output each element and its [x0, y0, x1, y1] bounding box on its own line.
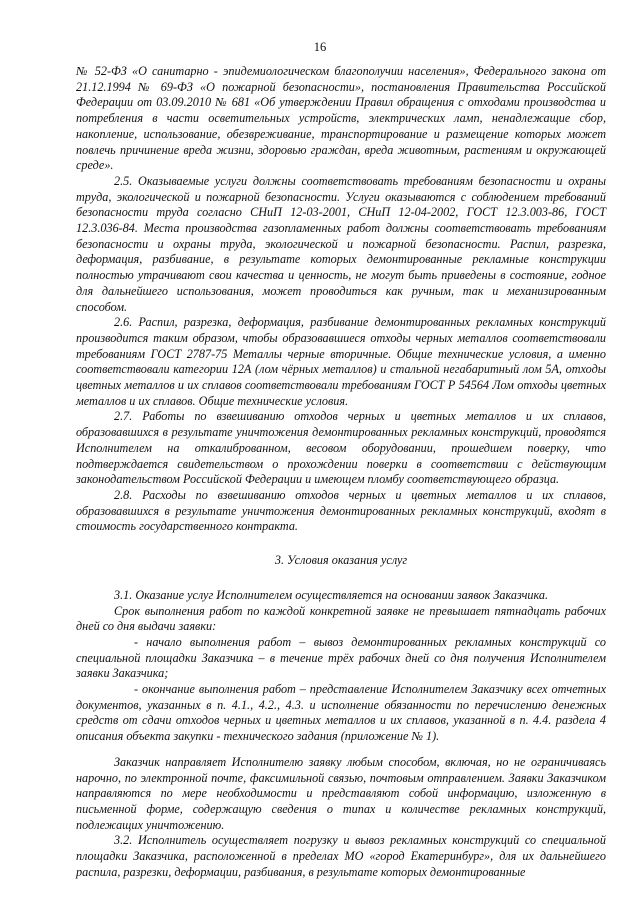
paragraph-2-6: 2.6. Распил, разрезка, деформация, разбивание демонтированных рекламных конструкций производится таким образом, чтобы образовавшиеся отходы черных металлов соответствовали требованиям ГОСТ 2787-75 Металлы черные вторичные. Общие технические условия, а именно соответствовали категории 12А (лом чёрных металлов) и стальной негабаритный лом 5А, отходы цветных металлов и их сплавов соответствовали требованиям ГОСТ Р 54564 Лом отходы цветных металлов и их сплавов. Общие технические условия.	[76, 315, 606, 408]
paragraph-2-5: 2.5. Оказываемые услуги должны соответствовать требованиям безопасности и охраны труда, экологической и пожарной безопасности. Услуги оказываются с соблюдением требований безопасности труда согласно СНиП 12-03-2001, СНиП 12-04-2002, ГОСТ 12.3.003-86, ГОСТ 12.3.036-84. Места производства газопламенных работ должны соответствовать требованиям безопасности и охраны труда, экологической и пожарной безопасности. Распил, разрезка, деформация, разбивание, в результате которых демонтированные рекламные конструкции полностью утрачивают свои качества и ценность, не могут быть приведены в состояние, годное для дальнейшего использования, может проводиться как ручным, так и механизированным способом.	[76, 173, 606, 314]
section-heading: 3. Условия оказания услуг	[274, 553, 408, 568]
paragraph-deadline: Срок выполнения работ по каждой конкретной заявке не превышает пятнадцать рабочих дней со дня выдачи заявки:	[76, 603, 606, 634]
paragraph-2-7: 2.7. Работы по взвешиванию отходов черных и цветных металлов и их сплавов, образовавшихся в результате уничтожения демонтированных рекламных конструкций, проводятся Исполнителем на откалиброванном, весовом оборудовании, прошедшем поверку, что подтверждается свидетельством о прохождении поверки в соответствии с действующим законодательством Российской Федерации и имеющем пломбу соответствующего образца.	[76, 409, 606, 487]
paragraph-2-8: 2.8. Расходы по взвешиванию отходов черных и цветных металлов и их сплавов, образовавшихся в результате уничтожения демонтированных рекламных конструкций, входят в стоимость государственного контракта.	[76, 487, 606, 534]
paragraph-3-2: 3.2. Исполнитель осуществляет погрузку и вывоз рекламных конструкций со специальной площадки Заказчика, расположенной в пределах МО «город Екатеринбург», для их дальнейшего распила, разрезки, деформации, разбивания, в результате которых демонтированные	[76, 833, 606, 879]
paragraph-law-references: № 52-ФЗ «О санитарно - эпидемиологическом благополучии населения», Федерального закона от 21.12.1994 № 69-ФЗ «О пожарной безопасности», постановления Правительства Российской Федерации от 03.09.2010 № 681 «Об утверждении Правил обращения с отходами производства и потребления в части осветительных устройств, электрических ламп, ненадлежащие сбор, накопление, использование, обезвреживание, транспортирование и размещение которых может повлечь причинение вреда жизни, здоровью граждан, вреда животным, растениям и окружающей среде».	[76, 64, 606, 173]
paragraph-requests: Заказчик направляет Исполнителю заявку любым способом, включая, но не ограничиваясь нарочно, по электронной почте, факсимильной связью, почтовым отправлением. Заявки Заказчиком направляются по мере необходимости и представляют собой информацию, изложенную в письменной форме, содержащую сведения о типах и количестве рекламных конструкций, подлежащих уничтожению.	[76, 754, 606, 832]
page-number: 16	[313, 40, 327, 54]
paragraph-3-1: 3.1. Оказание услуг Исполнителем осуществляется на основании заявок Заказчика.	[114, 587, 549, 602]
list-item-end: - окончание выполнения работ – представление Исполнителем Заказчику всех отчетных документов, указанных в п. 4.1., 4.2., 4.3. и исполнение обязанности по перечислению денежных средств от сдачи отходов черных и цветных металлов и их сплавов, указанной в п. 4.4. раздела 4 описания объекта закупки - технического задания (приложение № 1).	[76, 682, 606, 744]
document-body	[76, 64, 606, 880]
list-item-start: - начало выполнения работ – вывоз демонтированных рекламных конструкций со специальной площадки Заказчика – в течение трёх рабочих дней со дня получения Исполнителем заявки Заказчика;	[76, 634, 606, 681]
